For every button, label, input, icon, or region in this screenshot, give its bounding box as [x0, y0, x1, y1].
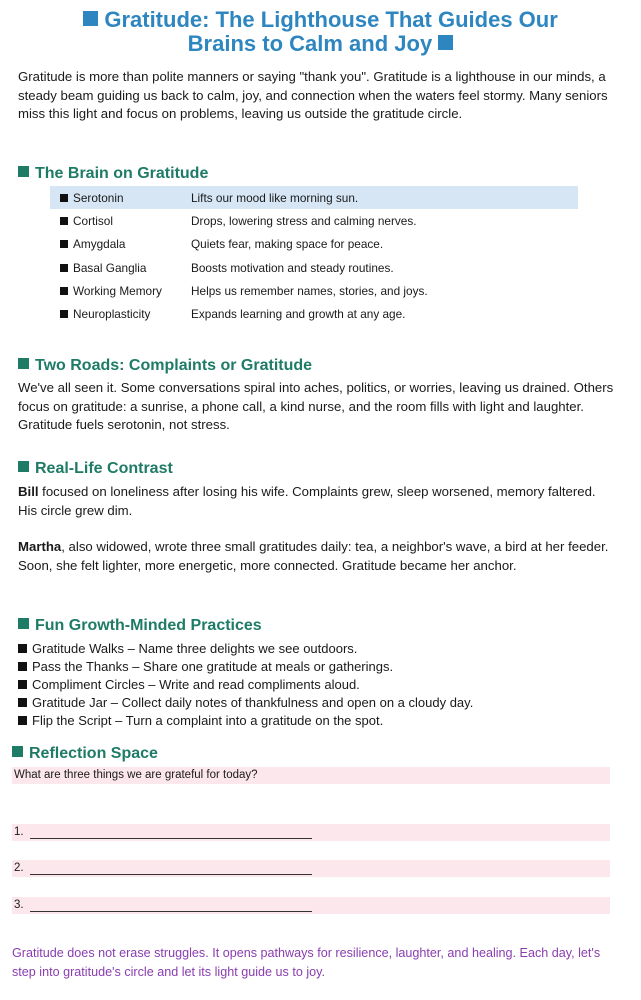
reflection-line-1[interactable]: [12, 824, 610, 841]
square-bullet-icon: [60, 194, 68, 202]
write-line: [30, 911, 312, 912]
practice-item: Pass the Thanks – Share one gratitude at meals or gatherings.: [18, 657, 618, 675]
brain-list: [50, 186, 578, 326]
roads-paragraph: We've all seen it. Some conversations spiral into aches, politics, or worries, leaving us drained. Others focus on gratitude: a sunrise, a phone call, a kind nurse, and the room fills with light and laughter. Gratitude fuels serotonin, not stress.: [18, 380, 614, 432]
brain-desc: Drops, lowering stress and calming nerves.: [191, 213, 417, 228]
practices-list: [18, 639, 618, 730]
section-heading-roads: Two Roads: Complaints or Gratitude: [18, 356, 312, 376]
line-number: 2.: [14, 862, 24, 874]
bill-name: Bill: [18, 484, 39, 499]
section-heading-brain: The Brain on Gratitude: [18, 164, 208, 184]
square-bullet-icon: [60, 264, 68, 272]
square-bullet-icon: [18, 358, 29, 369]
square-bullet-icon: [12, 746, 23, 757]
square-bullet-icon: [438, 35, 453, 50]
title-line-2: Brains to Calm and Joy: [10, 32, 631, 56]
square-bullet-icon: [18, 716, 27, 725]
practice-item: Flip the Script – Turn a complaint into a gratitude on the spot.: [18, 712, 618, 730]
brain-row: [50, 209, 578, 232]
section-heading-contrast: Real-Life Contrast: [18, 459, 173, 479]
brain-term: Serotonin: [73, 190, 124, 205]
brain-term: Neuroplasticity: [73, 307, 151, 322]
page-title: [10, 8, 631, 56]
line-number: 3.: [14, 899, 24, 911]
square-bullet-icon: [18, 618, 29, 629]
write-line: [30, 838, 312, 839]
reflection-line-3[interactable]: [12, 897, 610, 914]
square-bullet-icon: [18, 644, 27, 653]
section-heading-practices: Fun Growth-Minded Practices: [18, 616, 262, 636]
brain-desc: Lifts our mood like morning sun.: [191, 190, 359, 205]
martha-paragraph: [18, 538, 618, 575]
bill-text: focused on loneliness after losing his wife. Complaints grew, sleep worsened, memory faltered. His circle grew dim.: [18, 484, 596, 518]
brain-row: [50, 233, 578, 256]
practice-item: Compliment Circles – Write and read compliments aloud.: [18, 675, 618, 693]
brain-row: [50, 279, 578, 302]
brain-row: [50, 256, 578, 279]
brain-term: Cortisol: [73, 213, 113, 228]
brain-term: Amygdala: [73, 237, 126, 252]
practice-item: Gratitude Jar – Collect daily notes of thankfulness and open on a cloudy day.: [18, 694, 618, 712]
square-bullet-icon: [60, 240, 68, 248]
martha-text: , also widowed, wrote three small gratitudes daily: tea, a neighbor's wave, a bird at her feeder. Soon, she felt lighter, more energetic, more connected. Gratitude became her anchor.: [18, 539, 609, 573]
write-line: [30, 874, 312, 875]
title-line-1: Gratitude: The Lighthouse That Guides Our: [10, 8, 631, 32]
intro-paragraph: Gratitude is more than polite manners or saying "thank you". Gratitude is a lighthouse in our minds, a steady beam guiding us back to calm, joy, and connection when the waters feel stormy. Many seniors miss this light and focus on problems, leaving us outside the gratitude circle.: [18, 69, 608, 121]
brain-desc: Boosts motivation and steady routines.: [191, 260, 394, 275]
closing-paragraph: Gratitude does not erase struggles. It opens pathways for resilience, laughter, and healing. Each day, let's step into gratitude's circle and let its light guide us to joy.: [12, 946, 601, 979]
square-bullet-icon: [60, 287, 68, 295]
bill-paragraph: [18, 483, 618, 520]
brain-desc: Quiets fear, making space for peace.: [191, 237, 384, 252]
square-bullet-icon: [83, 11, 98, 26]
reflection-question: What are three things we are grateful for today?: [12, 767, 610, 784]
line-number: 1.: [14, 826, 24, 838]
square-bullet-icon: [18, 662, 27, 671]
square-bullet-icon: [18, 166, 29, 177]
practice-item: Gratitude Walks – Name three delights we see outdoors.: [18, 639, 618, 657]
martha-name: Martha: [18, 539, 62, 554]
brain-row: [50, 186, 578, 209]
brain-row: [50, 302, 578, 325]
square-bullet-icon: [60, 310, 68, 318]
brain-desc: Expands learning and growth at any age.: [191, 307, 406, 322]
square-bullet-icon: [18, 680, 27, 689]
square-bullet-icon: [18, 461, 29, 472]
brain-term: Basal Ganglia: [73, 260, 147, 275]
reflection-line-2[interactable]: [12, 860, 610, 877]
brain-desc: Helps us remember names, stories, and joys.: [191, 283, 428, 298]
square-bullet-icon: [60, 217, 68, 225]
brain-term: Working Memory: [73, 283, 162, 298]
section-heading-reflection: Reflection Space: [12, 744, 158, 764]
square-bullet-icon: [18, 698, 27, 707]
